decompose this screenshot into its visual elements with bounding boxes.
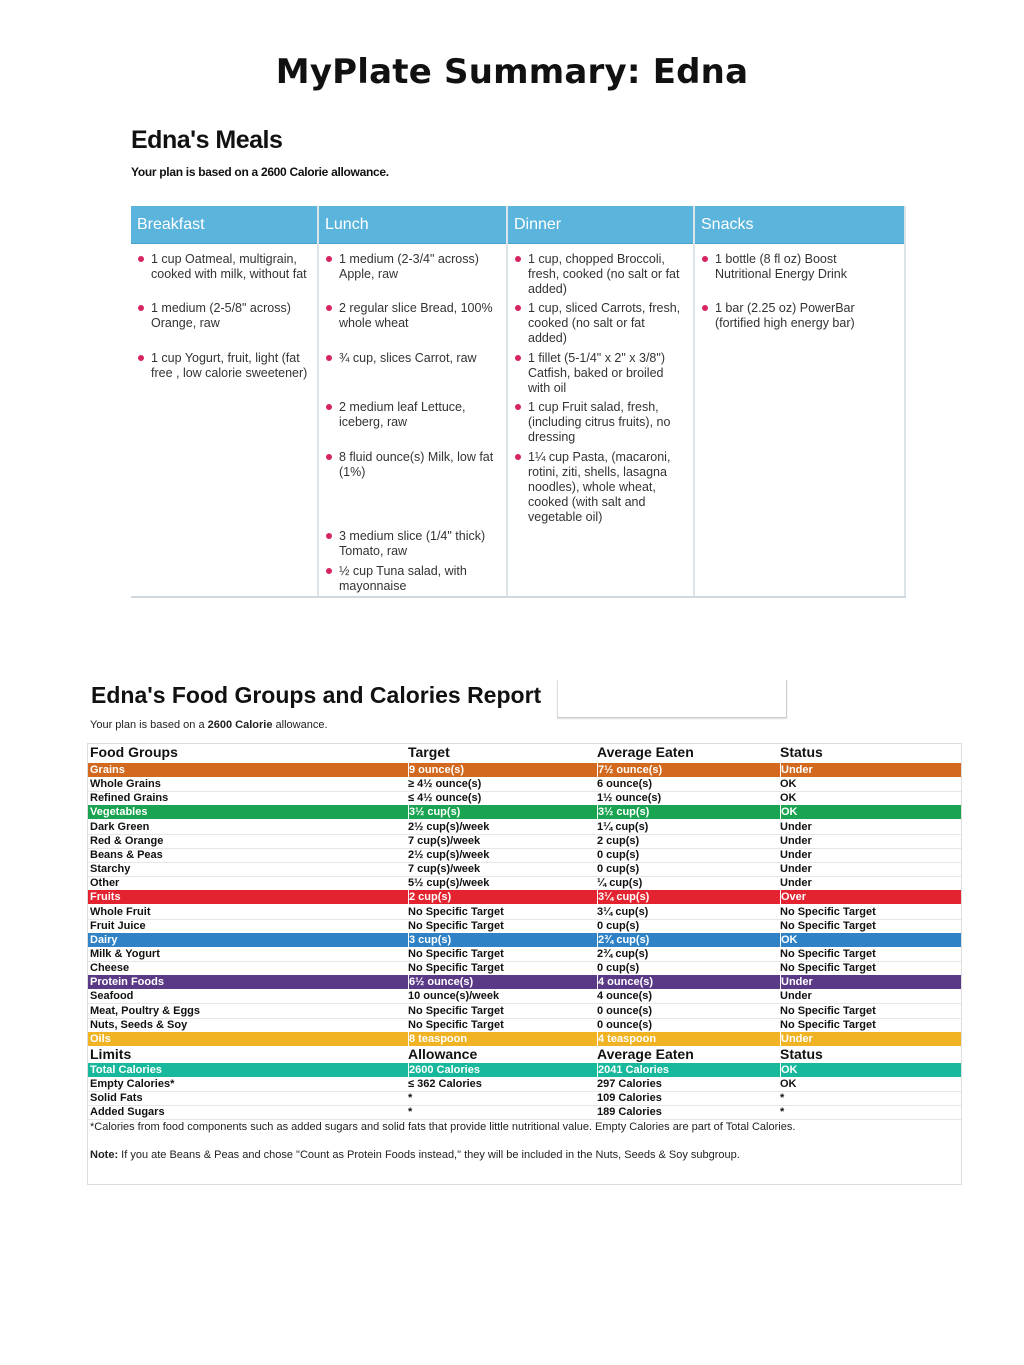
meal-item-line: rotini, ziti, shells, lasagna (528, 465, 667, 479)
meal-item-line: cooked (with salt and (528, 495, 646, 509)
row-eaten: 2 cup(s) (597, 834, 640, 847)
row-status: OK (781, 806, 798, 819)
row-label: Empty Calories* (90, 1078, 175, 1091)
row-target: 2 cup(s) (409, 891, 452, 904)
meal-item (339, 564, 467, 594)
limits-header-row (88, 1046, 961, 1063)
row-label: Fruits (90, 891, 121, 904)
meal-item-line: 1 bottle (8 fl oz) Boost (715, 252, 837, 266)
note (90, 1149, 740, 1161)
row-label: Starchy (90, 863, 131, 876)
row-label: Grains (90, 764, 125, 776)
food-group-row (88, 1063, 961, 1077)
row-target: 2600 Calories (409, 1064, 480, 1076)
row-eaten: 4 ounce(s) (598, 976, 654, 989)
meal-column-snacks (695, 206, 906, 596)
report-title: Edna's Food Groups and Calories Report (91, 682, 542, 708)
row-label: Nuts, Seeds & Soy (90, 1018, 188, 1031)
row-target: No Specific Target (408, 962, 504, 975)
subgroup-row (88, 876, 961, 891)
meal-item-line: Apple, raw (339, 267, 399, 281)
row-status: OK (780, 1078, 797, 1091)
footnote: *Calories from food components such as added sugars and solid fats that provide little nutritional value. Empty Calories are part of Total Calories. (90, 1120, 796, 1133)
row-status: No Specific Target (780, 947, 876, 960)
row-eaten: 2¾ cup(s) (598, 933, 650, 946)
meal-heading: Dinner (508, 206, 693, 244)
row-target: 5½ cup(s)/week (408, 877, 490, 890)
meal-item (151, 351, 307, 381)
meal-item-line: whole wheat (339, 316, 409, 330)
row-eaten: 6 ounce(s) (597, 778, 653, 791)
row-label: Protein Foods (90, 976, 164, 989)
row-eaten: 0 cup(s) (597, 962, 640, 975)
row-eaten: 1¼ cup(s) (597, 820, 649, 833)
page-title: MyPlate Summary: Edna (275, 52, 749, 92)
row-target: No Specific Target (408, 1004, 504, 1017)
subgroup-row (88, 989, 961, 1004)
meal-item-line: 1 cup Yogurt, fruit, light (fat (151, 351, 300, 365)
meal-item-line: (1%) (339, 465, 366, 479)
row-target: 3½ cup(s) (409, 806, 461, 819)
meal-item-line: 1 cup, sliced Carrots, fresh, (528, 301, 681, 315)
row-eaten: 297 Calories (597, 1078, 662, 1091)
row-label: Whole Grains (90, 778, 161, 791)
meals-table (131, 206, 906, 598)
row-eaten: 3¼ cup(s) (597, 905, 649, 918)
row-target: 9 ounce(s) (409, 764, 465, 776)
subgroup-row (88, 919, 961, 934)
subgroup-row (88, 1004, 961, 1019)
food-group-row (88, 805, 961, 819)
note-text: If you ate Beans & Peas and chose "Count as Protein Foods instead," they will be included in the Nuts, Seeds & Soy subgroup. (118, 1148, 740, 1161)
row-eaten: 1½ ounce(s) (597, 792, 662, 805)
meal-item-line: 1 bar (2.25 oz) PowerBar (715, 301, 855, 315)
meal-item-line: 1 medium (2-3/4" across) (339, 252, 479, 266)
report-empty-box (557, 680, 787, 718)
row-label: Cheese (90, 962, 130, 975)
row-status: OK (781, 1064, 798, 1076)
meal-item-line: 1 medium (2-5/8" across) (151, 301, 291, 315)
row-eaten: 0 cup(s) (597, 863, 640, 876)
meal-item-line: mayonnaise (339, 579, 407, 593)
row-label: Dairy (90, 933, 118, 946)
row-eaten: 4 teaspoon (598, 1032, 657, 1045)
meal-item (151, 301, 291, 331)
subgroup-row (88, 791, 961, 806)
row-label: Other (90, 877, 120, 890)
row-status: Status (780, 1046, 823, 1062)
subgroup-row (88, 777, 961, 792)
food-group-row (88, 763, 961, 777)
note-label: Note: (90, 1148, 119, 1161)
row-status: No Specific Target (780, 1004, 876, 1017)
row-target: ≤ 362 Calories (408, 1078, 482, 1091)
row-target: 6½ ounce(s) (409, 976, 474, 989)
row-label: Dark Green (90, 820, 150, 833)
row-status: OK (781, 933, 798, 946)
subgroup-row (88, 961, 961, 976)
meals-subtitle: Your plan is based on a 2600 Calorie allowance. (131, 165, 389, 179)
row-target: 7 cup(s)/week (408, 863, 481, 876)
meal-heading: Lunch (319, 206, 506, 244)
meal-item-line: ½ cup Tuna salad, with (339, 564, 467, 578)
row-target: 2½ cup(s)/week (408, 848, 490, 861)
meal-item (528, 252, 679, 297)
meal-item-line: fresh, cooked (no salt or fat (528, 267, 680, 281)
meal-item (528, 450, 670, 525)
row-label: Red & Orange (90, 834, 164, 847)
meal-item-line: added) (528, 331, 567, 345)
row-target: Allowance (408, 1046, 478, 1062)
row-status: Under (781, 764, 813, 776)
row-status: Under (781, 1032, 813, 1045)
row-eaten: 2¾ cup(s) (597, 947, 649, 960)
row-status: Under (780, 848, 812, 861)
meal-item-line: cooked with milk, without fat (151, 267, 307, 281)
meals-title: Edna's Meals (131, 126, 283, 154)
row-label: Fruit Juice (90, 919, 146, 932)
food-group-row (88, 933, 961, 947)
food-group-row (88, 975, 961, 989)
row-label: Vegetables (90, 806, 148, 819)
meal-item-line: Tomato, raw (339, 544, 408, 558)
row-eaten: 2041 Calories (598, 1064, 669, 1076)
row-eaten: 7½ ounce(s) (598, 764, 663, 776)
meal-item (339, 400, 465, 430)
row-target: 2½ cup(s)/week (408, 820, 490, 833)
row-eaten: 4 ounce(s) (597, 990, 653, 1003)
meal-heading: Snacks (695, 206, 904, 244)
meal-item-line: 2 medium leaf Lettuce, (339, 400, 466, 414)
row-status: No Specific Target (780, 919, 876, 932)
meal-item-line: cooked (no salt or fat (528, 316, 645, 330)
row-label: Limits (90, 1046, 132, 1062)
row-label: Solid Fats (90, 1092, 143, 1105)
subgroup-row (88, 947, 961, 962)
row-label: Oils (90, 1032, 111, 1045)
meal-item-line: noodles), whole wheat, (528, 480, 656, 494)
row-eaten: 3½ cup(s) (598, 806, 650, 819)
row-status: Under (781, 976, 813, 989)
row-status: Over (781, 891, 807, 904)
row-target: No Specific Target (408, 919, 504, 932)
meal-item-line: vegetable oil) (528, 510, 603, 524)
row-label: Beans & Peas (90, 848, 163, 861)
row-label: Whole Fruit (90, 905, 151, 918)
meal-item (339, 301, 493, 331)
row-label: Added Sugars (90, 1106, 165, 1119)
meal-item-line: 8 fluid ounce(s) Milk, low fat (339, 450, 494, 464)
row-status: * (780, 1092, 785, 1105)
row-status: No Specific Target (780, 1018, 876, 1031)
meal-item (339, 450, 493, 480)
row-status: Under (780, 863, 812, 876)
row-target: 8 teaspoon (409, 1032, 468, 1045)
row-eaten: 0 ounce(s) (597, 1004, 653, 1017)
row-target: * (408, 1092, 413, 1105)
meal-column-dinner (508, 206, 695, 596)
row-status: Under (780, 877, 812, 890)
meal-item-line: dressing (528, 430, 576, 444)
row-status: No Specific Target (780, 962, 876, 975)
meal-item-line: (including citrus fruits), no (528, 415, 671, 429)
subgroup-row (88, 1105, 961, 1120)
meal-item-line: 2 regular slice Bread, 100% (339, 301, 493, 315)
meal-item-line: iceberg, raw (339, 415, 408, 429)
row-eaten: 0 ounce(s) (597, 1018, 653, 1031)
meal-item-line: free , low calorie sweetener) (151, 366, 308, 380)
row-target: * (408, 1106, 413, 1119)
header-status: Status (780, 744, 823, 760)
row-eaten: 3¼ cup(s) (598, 891, 650, 904)
row-target: 7 cup(s)/week (408, 834, 481, 847)
meal-item-line: 1 cup Fruit salad, fresh, (528, 400, 659, 414)
row-status: Under (780, 990, 812, 1003)
subgroup-row (88, 1077, 961, 1092)
meal-item-line: 1 fillet (5-1/4" x 2" x 3/8") (528, 351, 665, 365)
row-status: * (780, 1106, 785, 1119)
meal-item-line: added) (528, 282, 567, 296)
row-label: Meat, Poultry & Eggs (90, 1004, 201, 1017)
row-label: Milk & Yogurt (90, 947, 160, 960)
meal-item (339, 351, 477, 366)
row-label: Total Calories (90, 1064, 162, 1076)
meal-item (528, 301, 680, 346)
meal-item (528, 351, 665, 396)
row-eaten: 0 cup(s) (597, 919, 640, 932)
row-status: Under (780, 820, 812, 833)
meal-heading: Breakfast (131, 206, 317, 244)
row-eaten: 109 Calories (597, 1092, 662, 1105)
meal-item-line: 1 cup, chopped Broccoli, (528, 252, 665, 266)
row-target: No Specific Target (408, 1018, 504, 1031)
meal-item (339, 252, 479, 282)
meal-item-line: 1 cup Oatmeal, multigrain, (151, 252, 297, 266)
subgroup-row (88, 862, 961, 877)
row-status: Under (780, 834, 812, 847)
row-eaten: Average Eaten (597, 1046, 694, 1062)
subgroup-row (88, 820, 961, 835)
meal-item (528, 400, 670, 445)
subgroup-row (88, 905, 961, 920)
meal-item-line: Orange, raw (151, 316, 220, 330)
row-target: ≥ 4½ ounce(s) (408, 778, 482, 791)
row-eaten: 189 Calories (597, 1106, 662, 1119)
row-status: No Specific Target (780, 905, 876, 918)
meal-item-line: (fortified high energy bar) (715, 316, 855, 330)
row-eaten: ¼ cup(s) (597, 877, 643, 890)
meal-item (715, 252, 847, 282)
row-target: ≤ 4½ ounce(s) (408, 792, 482, 805)
meal-column-breakfast (131, 206, 319, 596)
meal-item (151, 252, 307, 282)
row-target: No Specific Target (408, 947, 504, 960)
subgroup-row (88, 848, 961, 863)
subgroup-row (88, 834, 961, 849)
meal-item-line: Nutritional Energy Drink (715, 267, 847, 281)
subgroup-row (88, 1091, 961, 1106)
table-header-row (88, 744, 961, 761)
row-target: 10 ounce(s)/week (408, 990, 500, 1003)
header-food-groups: Food Groups (90, 744, 178, 760)
row-target: No Specific Target (408, 905, 504, 918)
meal-column-lunch (319, 206, 508, 596)
row-status: OK (780, 778, 797, 791)
report-subtitle: Your plan is based on a 2600 Calorie allowance. (90, 719, 328, 731)
meal-item (715, 301, 855, 331)
meal-item-line: with oil (528, 381, 567, 395)
row-eaten: 0 cup(s) (597, 848, 640, 861)
subgroup-row (88, 1018, 961, 1033)
row-status: OK (780, 792, 797, 805)
header-target: Target (408, 744, 450, 760)
meal-item-line: 1¼ cup Pasta, (macaroni, (528, 450, 671, 464)
header-average-eaten: Average Eaten (597, 744, 694, 760)
food-groups-table (87, 743, 962, 1185)
meal-item-line: Catfish, baked or broiled (528, 366, 664, 380)
meal-item (339, 529, 485, 559)
meal-item-line: 3 medium slice (1/4" thick) (339, 529, 486, 543)
meal-item-line: ¾ cup, slices Carrot, raw (339, 351, 477, 365)
food-group-row (88, 890, 961, 904)
row-label: Refined Grains (90, 792, 169, 805)
row-target: 3 cup(s) (409, 933, 452, 946)
food-group-row (88, 1032, 961, 1046)
row-label: Seafood (90, 990, 134, 1003)
